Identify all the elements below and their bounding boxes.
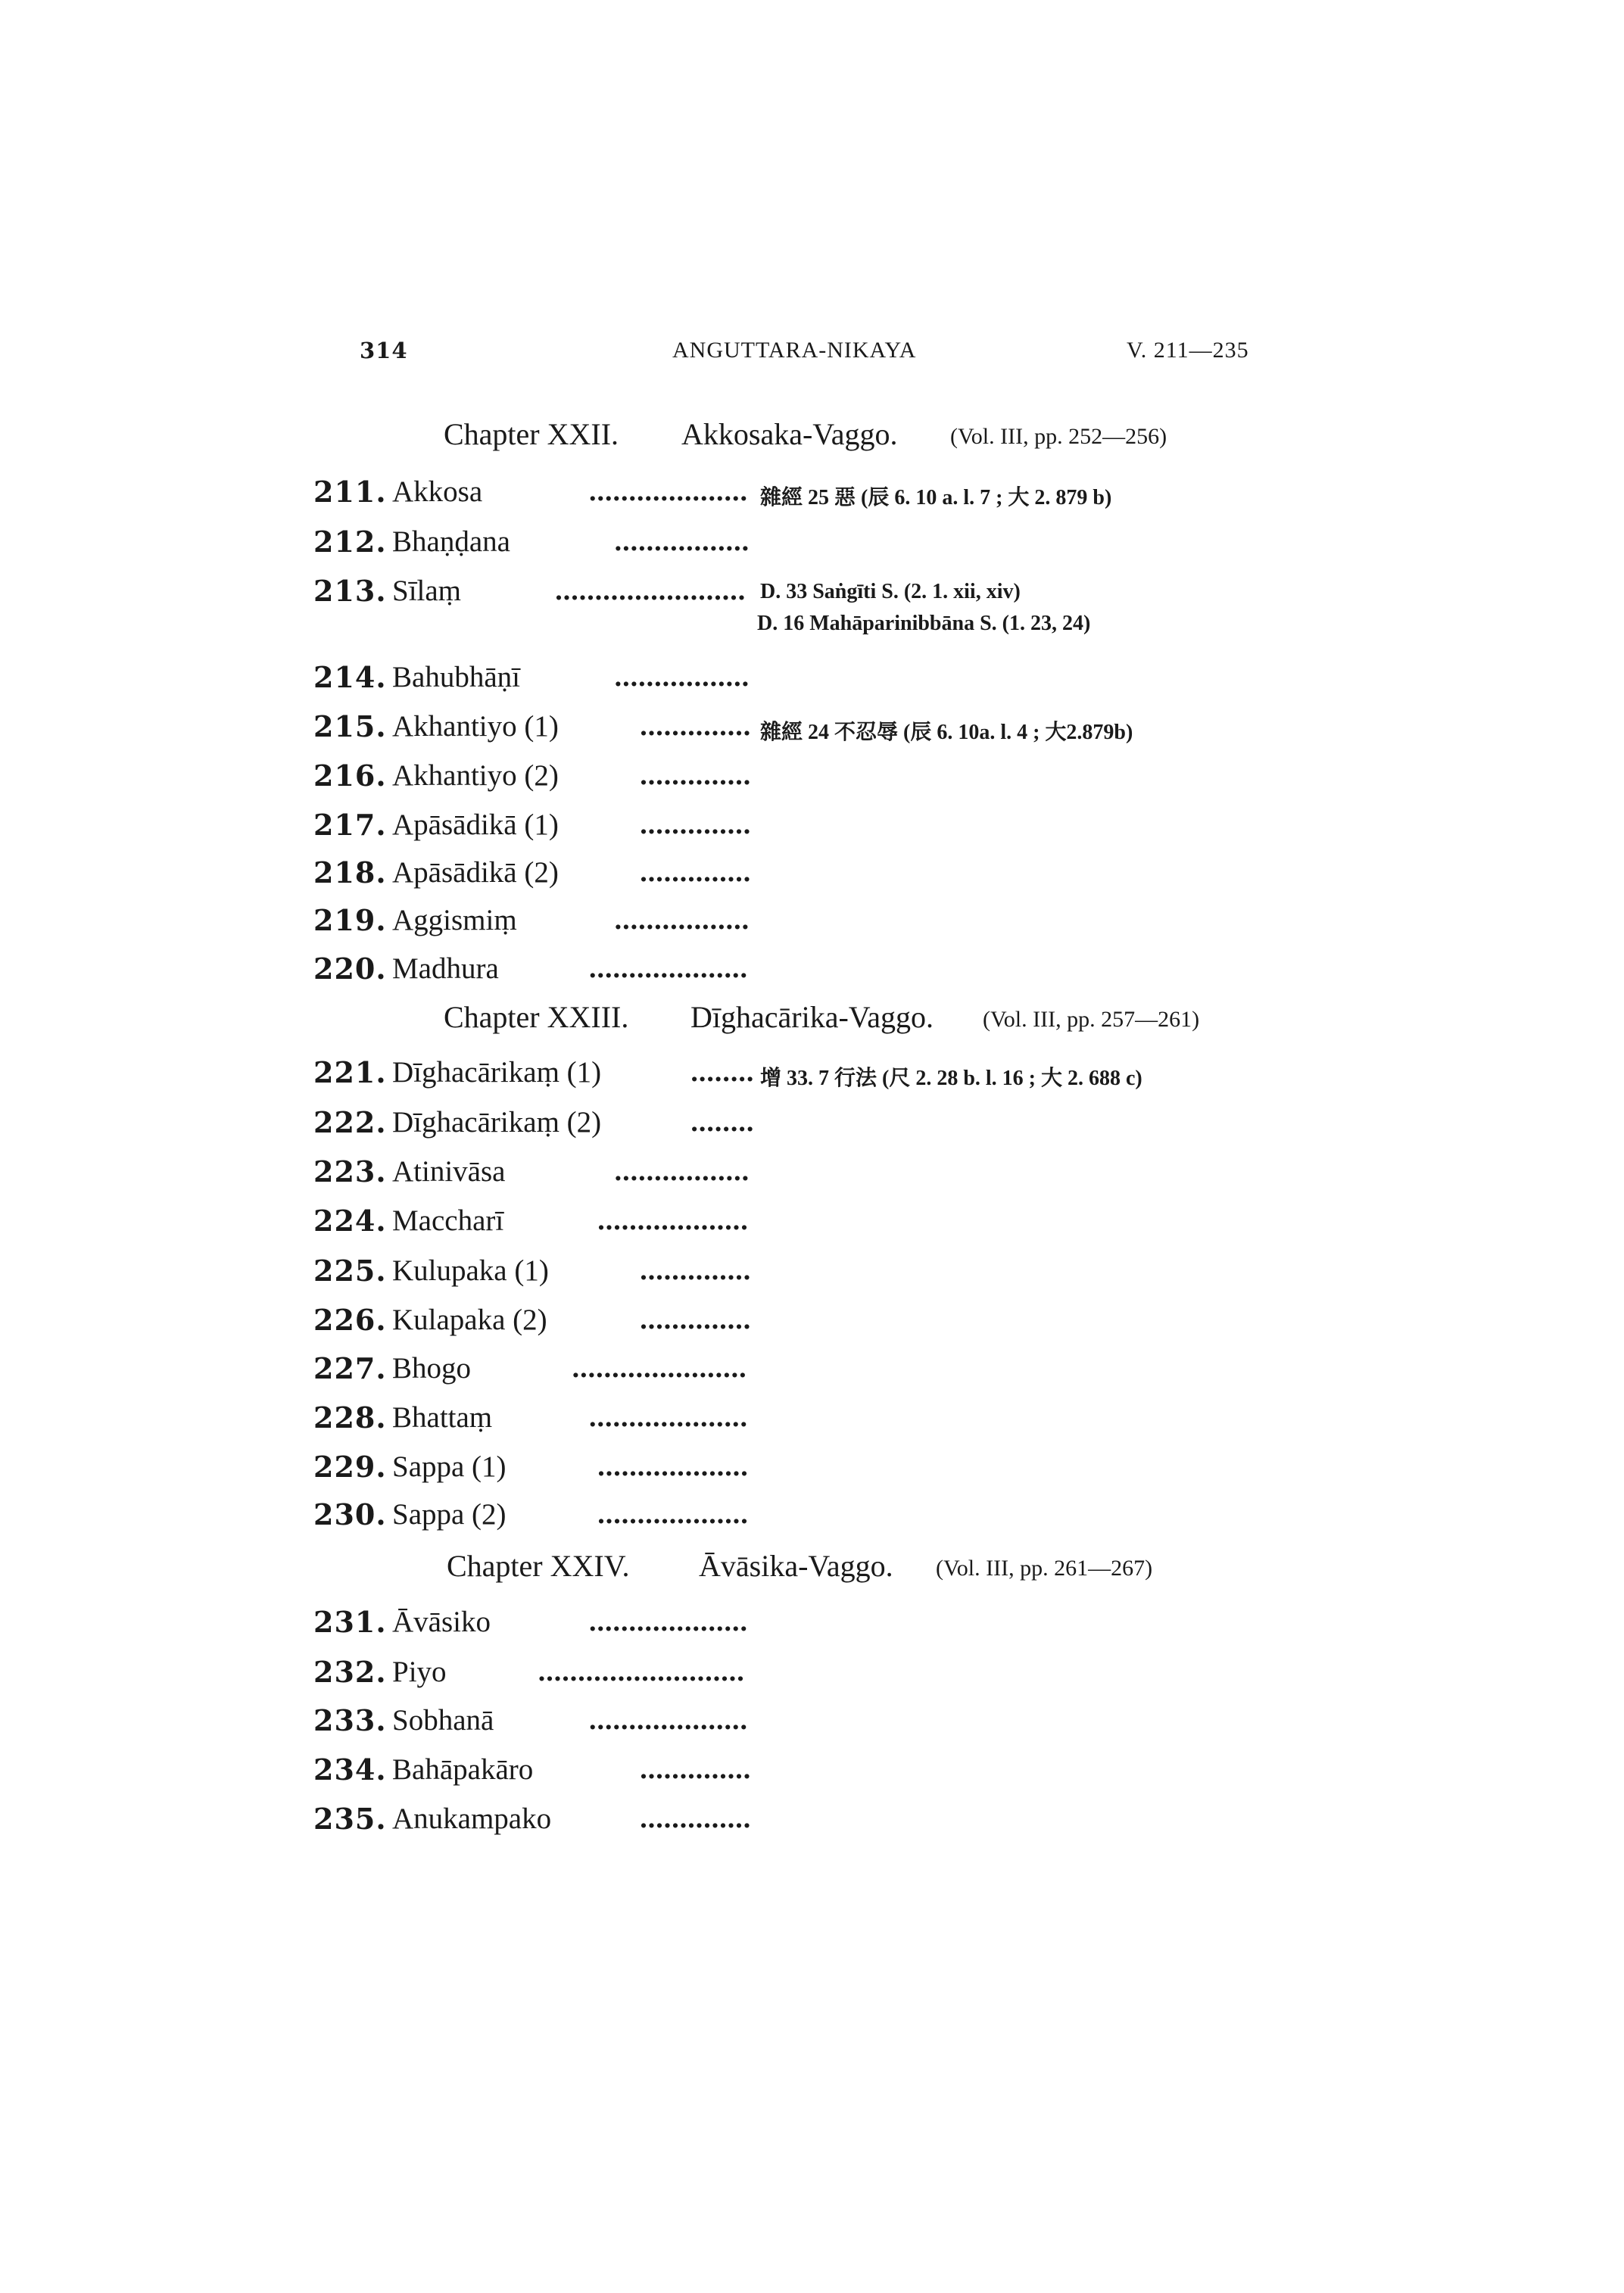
sutta-number: 215. xyxy=(313,709,387,743)
sutta-entry xyxy=(0,855,1624,902)
sutta-title: Bahubhāṇī xyxy=(392,661,520,693)
sutta-entry xyxy=(0,759,1624,805)
sutta-entry xyxy=(0,808,1624,855)
sutta-entry xyxy=(0,1055,1624,1102)
running-title: ANGUTTARA-NIKAYA xyxy=(672,338,917,363)
sutta-title: Kulupaka (1) xyxy=(392,1254,549,1287)
sutta-number: 228. xyxy=(313,1400,387,1435)
sutta-entry xyxy=(0,1605,1624,1652)
dot-leader: .............. xyxy=(640,759,752,791)
dot-leader: ........ xyxy=(690,1106,755,1138)
sutta-title: Anukampako xyxy=(392,1802,552,1835)
dot-leader: ................. xyxy=(614,525,750,557)
dot-leader: .................... xyxy=(589,1704,748,1736)
sutta-number: 234. xyxy=(313,1752,387,1787)
sutta-number: 225. xyxy=(313,1254,387,1288)
parallel-reference: 增 33. 7 行法 (尺 2. 28 b. l. 16 ; 大 2. 688 c) xyxy=(760,1067,1142,1090)
sutta-number: 230. xyxy=(313,1497,387,1531)
dot-leader: .......................... xyxy=(538,1656,745,1687)
sutta-number: 233. xyxy=(313,1703,387,1737)
sutta-title: Akhantiyo (1) xyxy=(392,710,559,743)
sutta-entry xyxy=(0,475,1624,522)
vaggo-title: Dīghacārika-Vaggo. xyxy=(690,1000,934,1034)
sutta-title: Bhogo xyxy=(392,1352,472,1385)
sutta-number: 224. xyxy=(313,1204,387,1238)
sutta-entry xyxy=(0,1400,1624,1447)
sutta-entry xyxy=(0,574,1624,635)
chapter-number: Chapter XXII. xyxy=(444,417,619,451)
volume-reference: (Vol. III, pp. 257—261) xyxy=(983,1007,1200,1032)
sutta-title: Aggismiṃ xyxy=(392,904,517,936)
chapter-number: Chapter XXIV. xyxy=(447,1549,630,1583)
sutta-entry xyxy=(0,1802,1624,1849)
sutta-entry xyxy=(0,1497,1624,1544)
sutta-range: V. 211—235 xyxy=(1127,338,1249,363)
sutta-number: 217. xyxy=(313,808,387,842)
dot-leader: ................... xyxy=(597,1204,749,1236)
sutta-entry xyxy=(0,1154,1624,1201)
dot-leader: ........ xyxy=(690,1056,755,1088)
sutta-title: Piyo xyxy=(392,1656,447,1688)
sutta-title: Āvāsiko xyxy=(392,1606,491,1638)
parallel-reference-secondary: D. 16 Mahāparinibbāna S. (1. 23, 24) xyxy=(757,612,1091,635)
sutta-number: 231. xyxy=(313,1605,387,1639)
sutta-entry xyxy=(0,1105,1624,1152)
sutta-number: 211. xyxy=(313,475,387,509)
sutta-entry xyxy=(0,1351,1624,1398)
dot-leader: ........................ xyxy=(555,575,747,606)
sutta-entry xyxy=(0,1303,1624,1350)
sutta-title: Sappa (1) xyxy=(392,1450,507,1483)
vaggo-title: Āvāsika-Vaggo. xyxy=(699,1549,893,1583)
parallel-reference: 雜經 25 惡 (辰 6. 10 a. l. 7 ; 大 2. 879 b) xyxy=(760,486,1112,509)
sutta-number: 221. xyxy=(313,1055,387,1089)
dot-leader: .............. xyxy=(640,856,752,888)
sutta-entry xyxy=(0,709,1624,756)
sutta-number: 227. xyxy=(313,1351,387,1385)
dot-leader: .............. xyxy=(640,1254,752,1286)
volume-reference: (Vol. III, pp. 261—267) xyxy=(936,1556,1153,1581)
sutta-title: Sīlaṃ xyxy=(392,575,462,607)
sutta-entry xyxy=(0,660,1624,707)
sutta-title: Sappa (2) xyxy=(392,1498,507,1531)
sutta-number: 216. xyxy=(313,759,387,793)
dot-leader: .................... xyxy=(589,1401,748,1433)
dot-leader: ................. xyxy=(614,1155,750,1187)
dot-leader: ................. xyxy=(614,661,750,693)
sutta-title: Kulapaka (2) xyxy=(392,1304,547,1336)
dot-leader: ................... xyxy=(597,1450,749,1482)
dot-leader: .............. xyxy=(640,1802,752,1834)
sutta-entry xyxy=(0,952,1624,999)
dot-leader: .............. xyxy=(640,1753,752,1785)
sutta-entry xyxy=(0,903,1624,950)
dot-leader: ................. xyxy=(614,904,750,936)
volume-reference: (Vol. III, pp. 252—256) xyxy=(950,424,1167,449)
chapter-number: Chapter XXIII. xyxy=(444,1000,629,1034)
dot-leader: .............. xyxy=(640,710,752,742)
dot-leader: .............. xyxy=(640,1304,752,1335)
vaggo-title: Akkosaka-Vaggo. xyxy=(681,417,898,451)
sutta-title: Sobhanā xyxy=(392,1704,494,1737)
sutta-number: 220. xyxy=(313,952,387,986)
page-number: 314 xyxy=(360,338,408,363)
sutta-title: Maccharī xyxy=(392,1204,504,1237)
dot-leader: .................... xyxy=(589,475,748,507)
parallel-reference: D. 33 Saṅgīti S. (2. 1. xii, xiv) xyxy=(760,580,1021,603)
sutta-number: 218. xyxy=(313,855,387,889)
sutta-number: 219. xyxy=(313,903,387,937)
dot-leader: ...................... xyxy=(572,1352,747,1384)
parallel-reference: 雜經 24 不忍辱 (辰 6. 10a. l. 4 ; 大2.879b) xyxy=(760,721,1133,744)
sutta-number: 226. xyxy=(313,1303,387,1337)
sutta-entry xyxy=(0,1703,1624,1750)
sutta-number: 222. xyxy=(313,1105,387,1139)
sutta-title: Akhantiyo (2) xyxy=(392,759,559,792)
sutta-number: 235. xyxy=(313,1802,387,1836)
sutta-number: 212. xyxy=(313,525,387,559)
sutta-number: 214. xyxy=(313,660,387,694)
dot-leader: .................... xyxy=(589,1606,748,1637)
sutta-number: 232. xyxy=(313,1655,387,1689)
dot-leader: .................... xyxy=(589,952,748,984)
sutta-title: Dīghacārikaṃ (1) xyxy=(392,1056,602,1089)
sutta-title: Apāsādikā (1) xyxy=(392,808,559,841)
sutta-entry xyxy=(0,1752,1624,1799)
sutta-title: Bhaṇḍana xyxy=(392,525,510,558)
sutta-title: Madhura xyxy=(392,952,499,985)
sutta-number: 213. xyxy=(313,574,387,608)
sutta-title: Apāsādikā (2) xyxy=(392,856,559,889)
sutta-title: Bahāpakāro xyxy=(392,1753,534,1786)
sutta-number: 229. xyxy=(313,1450,387,1484)
sutta-title: Akkosa xyxy=(392,475,483,508)
sutta-title: Bhattaṃ xyxy=(392,1401,493,1434)
dot-leader: ................... xyxy=(597,1498,749,1530)
sutta-title: Atinivāsa xyxy=(392,1155,506,1188)
sutta-entry xyxy=(0,525,1624,572)
sutta-entry xyxy=(0,1655,1624,1702)
sutta-entry xyxy=(0,1450,1624,1497)
sutta-entry xyxy=(0,1204,1624,1251)
dot-leader: .............. xyxy=(640,808,752,840)
sutta-entry xyxy=(0,1254,1624,1301)
sutta-number: 223. xyxy=(313,1154,387,1189)
sutta-title: Dīghacārikaṃ (2) xyxy=(392,1106,602,1139)
